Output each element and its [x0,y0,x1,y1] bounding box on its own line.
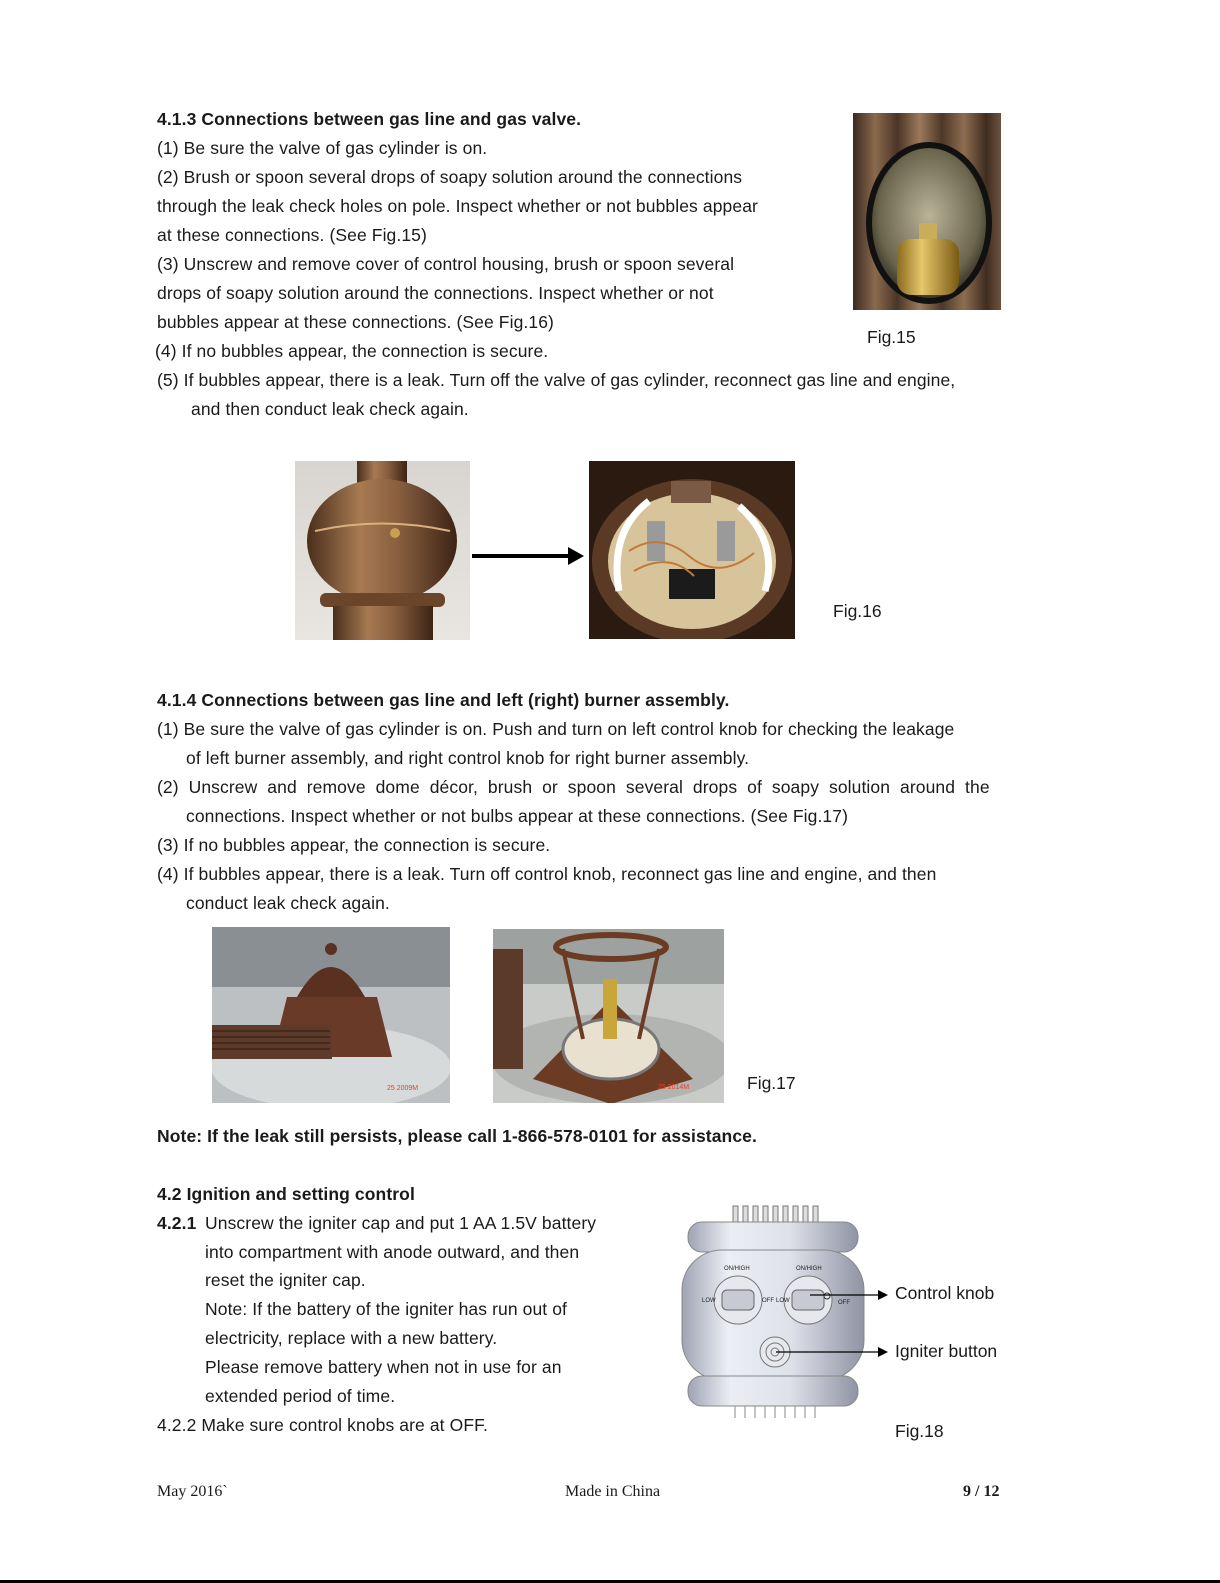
text-line: (2) Unscrew and remove dome décor, brush or spoon several drops of soapy solution around the [157,777,990,797]
step-421-label: 4.2.1 [157,1213,197,1233]
text-line: and then conduct leak check again. [191,399,469,419]
knob-on-high-label: ON/HIGH [796,1266,822,1272]
text-line: (3) If no bubbles appear, the connection is secure. [157,835,551,855]
knob-on-high-label: ON/HIGH [724,1266,750,1272]
text-line: Note: If the battery of the igniter has run out of [205,1299,568,1319]
text-line: bubbles appear at these connections. (See Fig.16) [157,312,554,332]
fig18-caption: Fig.18 [895,1421,944,1441]
fig18-control-housing-diagram [680,1204,890,1422]
text-line: reset the igniter cap. [205,1270,366,1290]
fig17-caption: Fig.17 [747,1073,796,1093]
text-line: (4) If bubbles appear, there is a leak. Turn off control knob, reconnect gas line and engine, and then [157,864,937,884]
text-line: (2) Brush or spoon several drops of soapy solution around the connections [157,167,743,187]
text-line: Unscrew the igniter cap and put 1 AA 1.5V battery [205,1213,597,1233]
fig15-photo [853,113,1001,310]
section-42-heading: 4.2 Ignition and setting control [157,1184,415,1204]
text-line: connections. Inspect whether or not bulbs appear at these connections. (See Fig.17) [186,806,849,826]
fig15-caption: Fig.15 [867,327,916,347]
footer-date: May 2016` [157,1483,228,1500]
page-number: 9 / 12 [963,1483,1000,1500]
section-413-heading: 4.1.3 Connections between gas line and gas valve. [157,109,582,129]
control-knob-label: Control knob [895,1283,995,1303]
text-line: through the leak check holes on pole. Inspect whether or not bubbles appear [157,196,758,216]
step-422-text: 4.2.2 Make sure control knobs are at OFF. [157,1415,488,1435]
text-line: electricity, replace with a new battery. [205,1328,498,1348]
text-line: at these connections. (See Fig.15) [157,225,427,245]
text-line: into compartment with anode outward, and then [205,1242,580,1262]
fig17-dome-decor-photo [212,927,450,1103]
section-414-heading: 4.1.4 Connections between gas line and left (right) burner assembly. [157,690,730,710]
text-line: drops of soapy solution around the connections. Inspect whether or not [157,283,714,303]
text-line: of left burner assembly, and right control knob for right burner assembly. [186,748,750,768]
text-line: Please remove battery when not in use for an [205,1357,562,1377]
knob-off-label: OFF [762,1298,774,1304]
text-line: (3) Unscrew and remove cover of control housing, brush or spoon several [157,254,735,274]
photo-date-stamp: 25 2009M [387,1085,419,1092]
text-line: (4) If no bubbles appear, the connection is secure. [155,341,549,361]
text-line: (5) If bubbles appear, there is a leak. Turn off the valve of gas cylinder, reconnect gas line and engine, [157,370,956,390]
fig16-open-housing-photo [589,461,795,639]
text-line: conduct leak check again. [186,893,390,913]
text-line: extended period of time. [205,1386,396,1406]
knob-low-label: LOW [702,1298,716,1304]
igniter-button-label: Igniter button [895,1341,998,1361]
footer-origin: Made in China [565,1483,661,1500]
photo-date-stamp: 25 2014M [658,1084,690,1091]
assistance-note: Note: If the leak still persists, please call 1-866-578-0101 for assistance. [157,1126,757,1146]
arrow-right-icon [470,545,586,567]
text-line: (1) Be sure the valve of gas cylinder is on. Push and turn on left control knob for checking the leakage [157,719,955,739]
fig16-closed-housing-photo [295,461,470,640]
text-line: (1) Be sure the valve of gas cylinder is on. [157,138,488,158]
knob-off-label: OFF [838,1300,850,1306]
fig16-caption: Fig.16 [833,601,882,621]
fig17-burner-photo [493,929,724,1103]
knob-low-label: LOW [776,1298,790,1304]
